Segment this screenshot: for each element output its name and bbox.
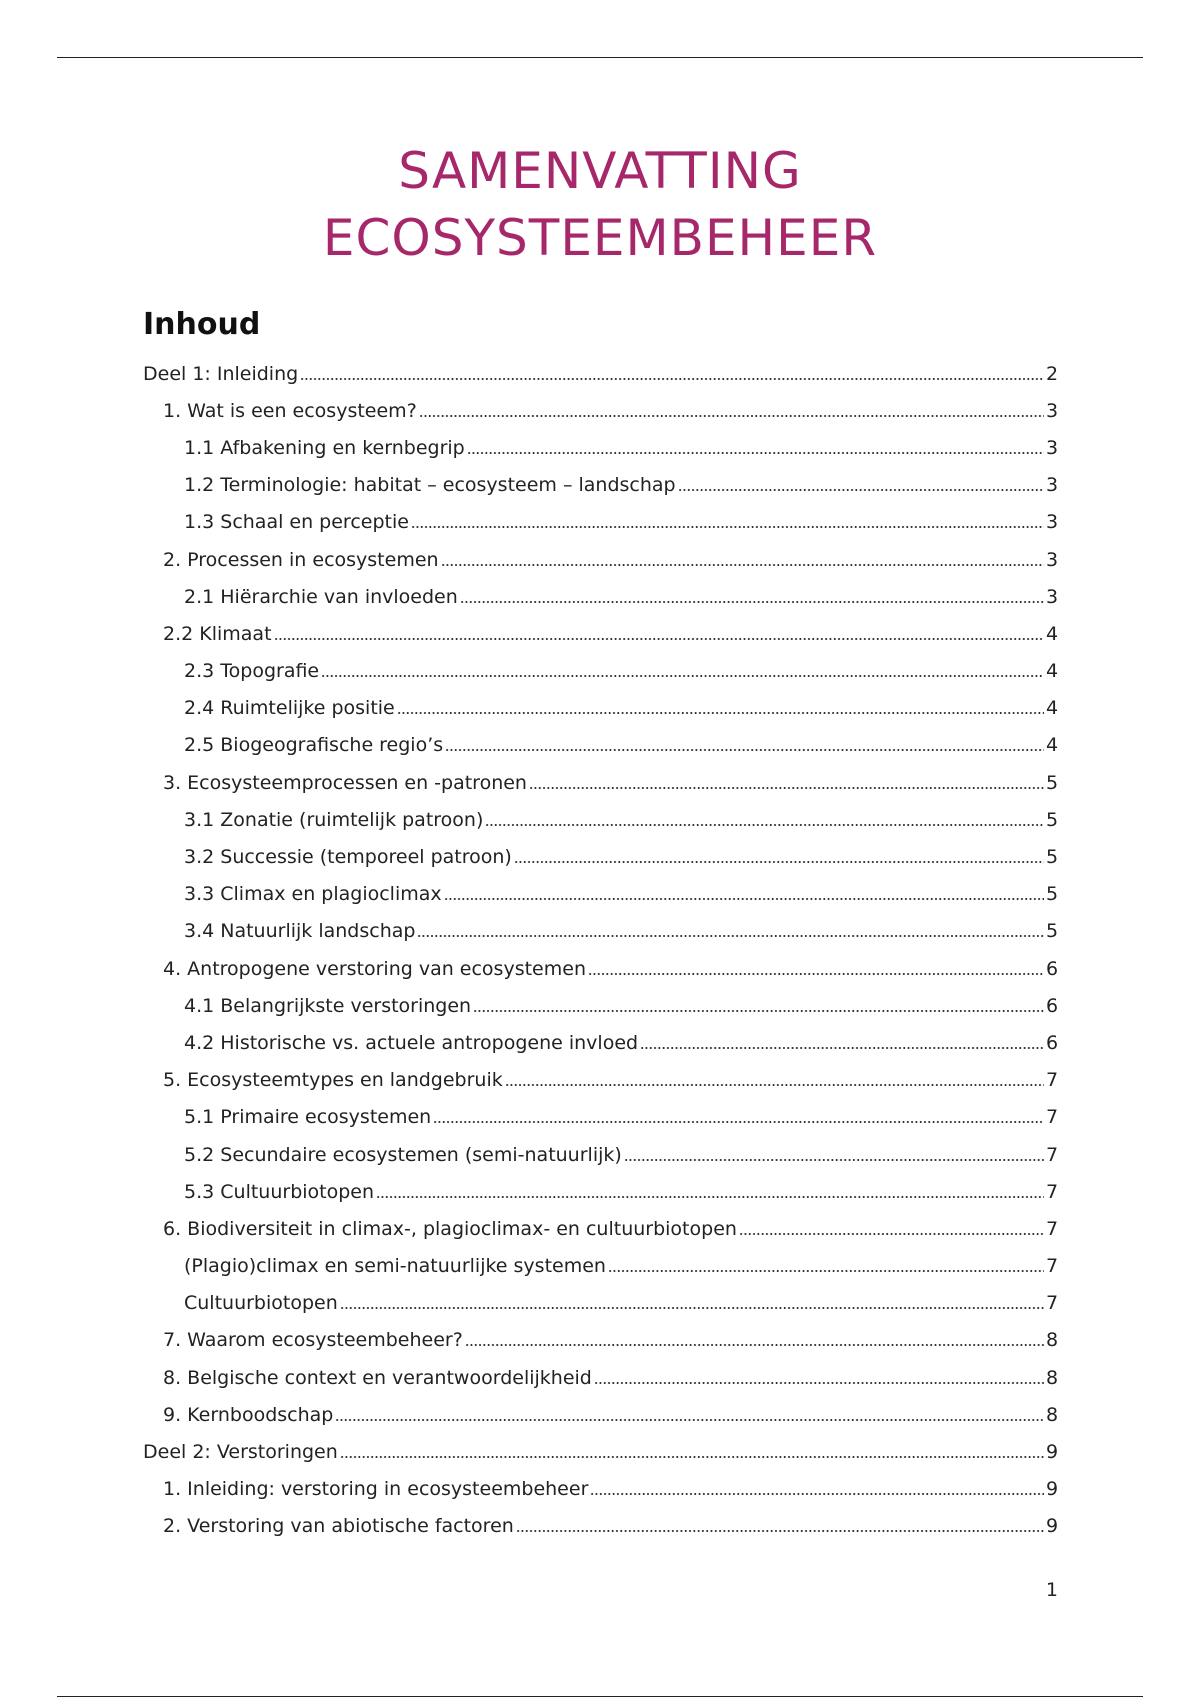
- toc-entry[interactable]: [143, 690, 1058, 727]
- toc-entry-label: Cultuurbiotopen: [184, 1292, 338, 1315]
- title-line-2: ECOSYSTEEMBEHEER: [322, 209, 878, 267]
- toc-dot-leader: [417, 935, 1044, 937]
- toc-entry-page: 8: [1046, 1403, 1058, 1426]
- toc-entry-page: 7: [1046, 1292, 1058, 1315]
- toc-entry[interactable]: [143, 913, 1058, 950]
- toc-entry-label: 3.2 Successie (temporeel patroon): [184, 846, 512, 869]
- toc-dot-leader: [529, 787, 1044, 789]
- toc-dot-leader: [397, 712, 1044, 714]
- toc-entry-page: 7: [1046, 1143, 1058, 1166]
- toc-dot-leader: [608, 1270, 1044, 1272]
- toc-entry-label: 6. Biodiversiteit in climax-, plagioclimax- en cultuurbiotopen: [163, 1217, 737, 1240]
- toc-entry-page: 7: [1046, 1106, 1058, 1129]
- toc-entry-label: 7. Waarom ecosysteembeheer?: [163, 1329, 463, 1352]
- toc-entry-label: 8. Belgische context en verantwoordelijkheid: [163, 1366, 592, 1389]
- toc-entry-page: 9: [1046, 1515, 1058, 1538]
- toc-entry-label: 2.3 Topografie: [184, 660, 320, 683]
- table-of-contents: [143, 355, 1058, 1545]
- toc-dot-leader: [460, 601, 1044, 603]
- header-rule: [57, 57, 1143, 58]
- toc-entry[interactable]: [143, 541, 1058, 578]
- toc-entry[interactable]: [143, 801, 1058, 838]
- toc-entry-page: 6: [1046, 1031, 1058, 1054]
- toc-dot-leader: [514, 861, 1044, 863]
- toc-entry-page: 7: [1046, 1180, 1058, 1203]
- toc-entry[interactable]: [143, 615, 1058, 652]
- toc-entry-page: 3: [1046, 474, 1058, 497]
- toc-entry[interactable]: [143, 1173, 1058, 1210]
- toc-entry-page: 3: [1046, 548, 1058, 571]
- toc-entry-page: 6: [1046, 957, 1058, 980]
- toc-entry-label: 9. Kernboodschap: [163, 1403, 334, 1426]
- toc-entry-label: 2.2 Klimaat: [163, 622, 272, 645]
- toc-entry-page: 3: [1046, 511, 1058, 534]
- toc-entry-page: 8: [1046, 1329, 1058, 1352]
- toc-entry-page: 3: [1046, 436, 1058, 459]
- toc-entry-page: 8: [1046, 1366, 1058, 1389]
- toc-entry-label: 3.1 Zonatie (ruimtelijk patroon): [184, 808, 484, 831]
- toc-dot-leader: [485, 824, 1044, 826]
- toc-entry-page: 5: [1046, 920, 1058, 943]
- toc-dot-leader: [640, 1047, 1044, 1049]
- toc-dot-leader: [445, 749, 1044, 751]
- toc-entry-label: 1. Inleiding: verstoring in ecosysteembeheer: [163, 1478, 589, 1501]
- toc-entry-page: 5: [1046, 846, 1058, 869]
- toc-dot-leader: [594, 1382, 1044, 1384]
- toc-dot-leader: [739, 1233, 1044, 1235]
- toc-entry[interactable]: [143, 467, 1058, 504]
- toc-entry-page: 4: [1046, 622, 1058, 645]
- toc-entry-label: 2. Verstoring van abiotische factoren: [163, 1515, 514, 1538]
- toc-dot-leader: [441, 564, 1044, 566]
- toc-entry-page: 3: [1046, 585, 1058, 608]
- toc-dot-leader: [465, 1344, 1044, 1346]
- toc-dot-leader: [473, 1010, 1044, 1012]
- toc-entry-page: 4: [1046, 660, 1058, 683]
- toc-dot-leader: [419, 415, 1044, 417]
- toc-entry[interactable]: [143, 1024, 1058, 1061]
- toc-entry-page: 4: [1046, 697, 1058, 720]
- toc-dot-leader: [300, 378, 1044, 380]
- toc-entry[interactable]: [143, 1396, 1058, 1433]
- toc-dot-leader: [321, 675, 1044, 677]
- toc-dot-leader: [274, 638, 1044, 640]
- toc-entry-page: 9: [1046, 1441, 1058, 1464]
- title-line-1: SAMENVATTING: [398, 142, 802, 200]
- toc-entry-label: 5.1 Primaire ecosystemen: [184, 1106, 432, 1129]
- toc-entry-label: 5.3 Cultuurbiotopen: [184, 1180, 375, 1203]
- toc-entry-label: 1. Wat is een ecosysteem?: [163, 399, 417, 422]
- toc-entry-label: (Plagio)climax en semi-natuurlijke systemen: [184, 1255, 606, 1278]
- toc-dot-leader: [411, 526, 1044, 528]
- toc-entry[interactable]: [143, 1248, 1058, 1285]
- toc-entry-page: 6: [1046, 994, 1058, 1017]
- page-number: 1: [1045, 1579, 1058, 1601]
- toc-entry[interactable]: [143, 1433, 1058, 1470]
- toc-entry[interactable]: [143, 1285, 1058, 1322]
- toc-dot-leader: [678, 489, 1044, 491]
- toc-entry[interactable]: [143, 578, 1058, 615]
- document-title: [0, 138, 1200, 272]
- toc-entry[interactable]: [143, 1508, 1058, 1545]
- toc-entry-label: 5.2 Secundaire ecosystemen (semi-natuurlijk): [184, 1143, 622, 1166]
- toc-entry[interactable]: [143, 1471, 1058, 1508]
- toc-entry-label: 2.4 Ruimtelijke positie: [184, 697, 395, 720]
- toc-entry[interactable]: [143, 1359, 1058, 1396]
- toc-entry-label: 4. Antropogene verstoring van ecosystemen: [163, 957, 586, 980]
- toc-entry[interactable]: [143, 950, 1058, 987]
- footer-rule: [57, 1696, 1143, 1697]
- toc-entry-label: 4.1 Belangrijkste verstoringen: [184, 994, 472, 1017]
- toc-entry[interactable]: [143, 392, 1058, 429]
- toc-dot-leader: [376, 1196, 1044, 1198]
- toc-entry[interactable]: [143, 504, 1058, 541]
- toc-entry-label: Deel 1: Inleiding: [143, 362, 299, 385]
- toc-entry[interactable]: [143, 727, 1058, 764]
- toc-entry[interactable]: [143, 653, 1058, 690]
- toc-dot-leader: [340, 1456, 1044, 1458]
- toc-entry[interactable]: [143, 1062, 1058, 1099]
- toc-entry-label: Deel 2: Verstoringen: [143, 1441, 338, 1464]
- toc-dot-leader: [516, 1530, 1044, 1532]
- toc-entry-label: 4.2 Historische vs. actuele antropogene invloed: [184, 1031, 639, 1054]
- toc-entry-label: 3.4 Natuurlijk landschap: [184, 920, 416, 943]
- toc-dot-leader: [444, 898, 1044, 900]
- toc-entry-page: 5: [1046, 771, 1058, 794]
- toc-dot-leader: [335, 1419, 1044, 1421]
- toc-entry-label: 3.3 Climax en plagioclimax: [184, 883, 442, 906]
- toc-entry[interactable]: [143, 1322, 1058, 1359]
- toc-entry-page: 7: [1046, 1217, 1058, 1240]
- toc-entry-label: 5. Ecosysteemtypes en landgebruik: [163, 1069, 503, 1092]
- toc-entry-page: 7: [1046, 1069, 1058, 1092]
- toc-entry[interactable]: [143, 1210, 1058, 1247]
- toc-entry-page: 2: [1046, 362, 1058, 385]
- toc-entry[interactable]: [143, 987, 1058, 1024]
- toc-entry-label: 1.3 Schaal en perceptie: [184, 511, 409, 534]
- toc-entry-page: 3: [1046, 399, 1058, 422]
- toc-dot-leader: [467, 452, 1044, 454]
- toc-entry[interactable]: [143, 764, 1058, 801]
- toc-entry[interactable]: [143, 355, 1058, 392]
- toc-dot-leader: [588, 973, 1044, 975]
- toc-dot-leader: [340, 1307, 1044, 1309]
- toc-entry-label: 2. Processen in ecosystemen: [163, 548, 439, 571]
- toc-dot-leader: [624, 1159, 1044, 1161]
- toc-entry[interactable]: [143, 1099, 1058, 1136]
- toc-entry-label: 2.5 Biogeografische regio’s: [184, 734, 444, 757]
- toc-entry-page: 7: [1046, 1255, 1058, 1278]
- toc-dot-leader: [590, 1493, 1044, 1495]
- toc-entry[interactable]: [143, 876, 1058, 913]
- toc-entry-page: 5: [1046, 883, 1058, 906]
- toc-entry-page: 4: [1046, 734, 1058, 757]
- toc-dot-leader: [505, 1084, 1044, 1086]
- toc-entry[interactable]: [143, 429, 1058, 466]
- toc-entry-page: 9: [1046, 1478, 1058, 1501]
- toc-entry-label: 3. Ecosysteemprocessen en -patronen: [163, 771, 527, 794]
- toc-entry[interactable]: [143, 1136, 1058, 1173]
- toc-entry[interactable]: [143, 838, 1058, 875]
- toc-heading: Inhoud: [143, 307, 261, 342]
- toc-entry-label: 1.2 Terminologie: habitat – ecosysteem – landschap: [184, 474, 676, 497]
- toc-entry-label: 2.1 Hiërarchie van invloeden: [184, 585, 458, 608]
- toc-dot-leader: [433, 1121, 1044, 1123]
- toc-entry-label: 1.1 Afbakening en kernbegrip: [184, 436, 465, 459]
- toc-entry-page: 5: [1046, 808, 1058, 831]
